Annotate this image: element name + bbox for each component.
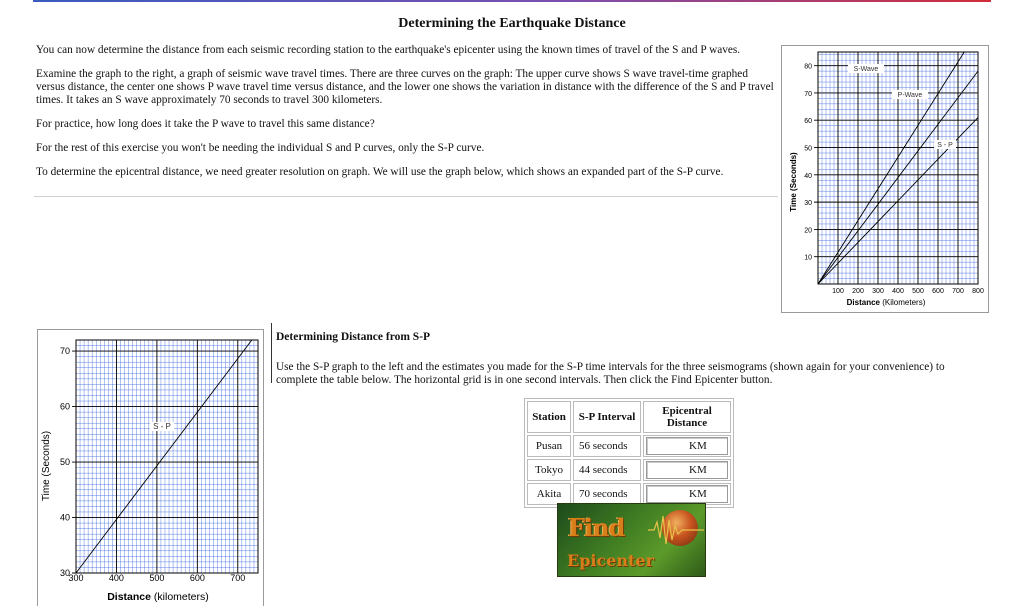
- x-tick-label: 400: [108, 573, 124, 583]
- column-header-interval: S-P Interval: [573, 401, 641, 433]
- x-tick-label: 600: [189, 573, 205, 583]
- interval-cell: 44 seconds: [573, 459, 641, 481]
- y-tick-label: 10: [804, 254, 812, 262]
- x-tick-label: 800: [972, 288, 984, 295]
- intro-paragraph: To determine the epicentral distance, we need greater resolution on graph. We will use the graph below, which shows an expanded part of the S-P curve.: [36, 166, 724, 178]
- table-header-row: [527, 401, 731, 433]
- x-axis-label: Distance (Kilometers): [846, 298, 926, 307]
- distance-cell: [643, 483, 731, 505]
- station-cell: Pusan: [527, 435, 571, 457]
- divider: [34, 196, 778, 197]
- travel-time-graph: [781, 45, 989, 313]
- travel-time-chart: [782, 46, 988, 312]
- find-label: Find: [568, 513, 625, 542]
- y-tick-label: 70: [804, 90, 812, 98]
- distance-field: [646, 461, 728, 479]
- x-axis-label: Distance (kilometers): [107, 591, 209, 603]
- seismogram-icon: [648, 510, 704, 550]
- table-row: [527, 459, 731, 481]
- y-tick-label: 40: [59, 512, 70, 523]
- section-divider: [271, 323, 272, 383]
- distance-cell: [643, 459, 731, 481]
- sp-graph: [37, 329, 264, 606]
- column-header-distance: Epicentral Distance: [643, 401, 731, 433]
- y-tick-label: 50: [59, 457, 70, 468]
- table-row: [527, 435, 731, 457]
- x-tick-label: 300: [68, 573, 84, 583]
- y-tick-label: 30: [59, 568, 70, 578]
- distance-input-pusan[interactable]: [647, 439, 689, 453]
- find-epicenter-button[interactable]: [557, 503, 706, 577]
- x-tick-label: 400: [892, 288, 904, 295]
- y-tick-label: 60: [59, 401, 70, 412]
- epicenter-label: Epicenter: [567, 551, 655, 570]
- distance-field: [646, 485, 728, 503]
- y-tick-label: 50: [804, 145, 812, 153]
- interval-cell: 70 seconds: [573, 483, 641, 505]
- y-tick-label: 30: [804, 200, 812, 208]
- station-cell: Akita: [527, 483, 571, 505]
- x-tick-label: 700: [230, 573, 246, 583]
- intro-text: [36, 44, 776, 190]
- grid: [72, 340, 258, 573]
- intro-paragraph: For the rest of this exercise you won't be needing the individual S and P curves, only the S-P curve.: [36, 142, 485, 154]
- x-tick-label: 700: [952, 288, 964, 295]
- column-header-station: Station: [527, 401, 571, 433]
- series-label: P-Wave: [897, 92, 923, 99]
- section-instructions: Use the S-P graph to the left and the estimates you made for the S-P time intervals for the three seismograms (shown again for your convenience) to complete the table below. The horizontal grid is in one second intervals. Then click the Find Epicenter button.: [276, 361, 945, 386]
- y-axis-label: Time (Seconds): [41, 430, 52, 502]
- series-line: [818, 52, 964, 284]
- x-tick-label: 200: [852, 288, 864, 295]
- series-label: S - P: [153, 422, 171, 431]
- series-label: S-Wave: [853, 66, 879, 73]
- station-cell: Tokyo: [527, 459, 571, 481]
- intro-paragraph: You can now determine the distance from each seismic recording station to the earthquake's epicenter using the known times of travel of the S and P waves.: [36, 44, 741, 56]
- distance-field: [646, 437, 728, 455]
- header-rule: [33, 0, 991, 2]
- km-unit: KM: [689, 488, 707, 500]
- y-tick-label: 70: [59, 346, 70, 357]
- y-axis-label: Time (Seconds): [789, 152, 798, 212]
- x-tick-label: 300: [872, 288, 884, 295]
- km-unit: KM: [689, 464, 707, 476]
- km-unit: KM: [689, 440, 707, 452]
- distance-input-tokyo[interactable]: [647, 463, 689, 477]
- y-tick-label: 60: [804, 118, 812, 126]
- distance-input-akita[interactable]: [647, 487, 689, 501]
- y-tick-label: 80: [804, 63, 812, 71]
- section-title: Determining Distance from S-P: [276, 331, 431, 343]
- series-label: S - P: [937, 142, 953, 149]
- x-tick-label: 600: [932, 288, 944, 295]
- y-tick-label: 20: [804, 227, 812, 235]
- intro-paragraph: Examine the graph to the right, a graph of seismic wave travel times. There are three curves on the graph: The upper curve shows S wave travel-time graphed versus distance, the center one shows P wave travel time versus distance, and the lower one shows the variation in distance with the difference of the S and P travel times. It takes an S wave approximately 70 seconds to travel 300 kilometers.: [36, 68, 774, 106]
- y-tick-label: 40: [804, 172, 812, 180]
- results-table: [524, 398, 734, 508]
- intro-paragraph: For practice, how long does it take the P wave to travel this same distance?: [36, 118, 375, 130]
- page-title: Determining the Earthquake Distance: [398, 16, 626, 31]
- x-tick-label: 100: [832, 288, 844, 295]
- x-tick-label: 500: [912, 288, 924, 295]
- table-row: [527, 483, 731, 505]
- sp-chart: [38, 330, 263, 606]
- interval-cell: 56 seconds: [573, 435, 641, 457]
- distance-cell: [643, 435, 731, 457]
- x-tick-label: 500: [149, 573, 165, 583]
- grid: [814, 52, 978, 284]
